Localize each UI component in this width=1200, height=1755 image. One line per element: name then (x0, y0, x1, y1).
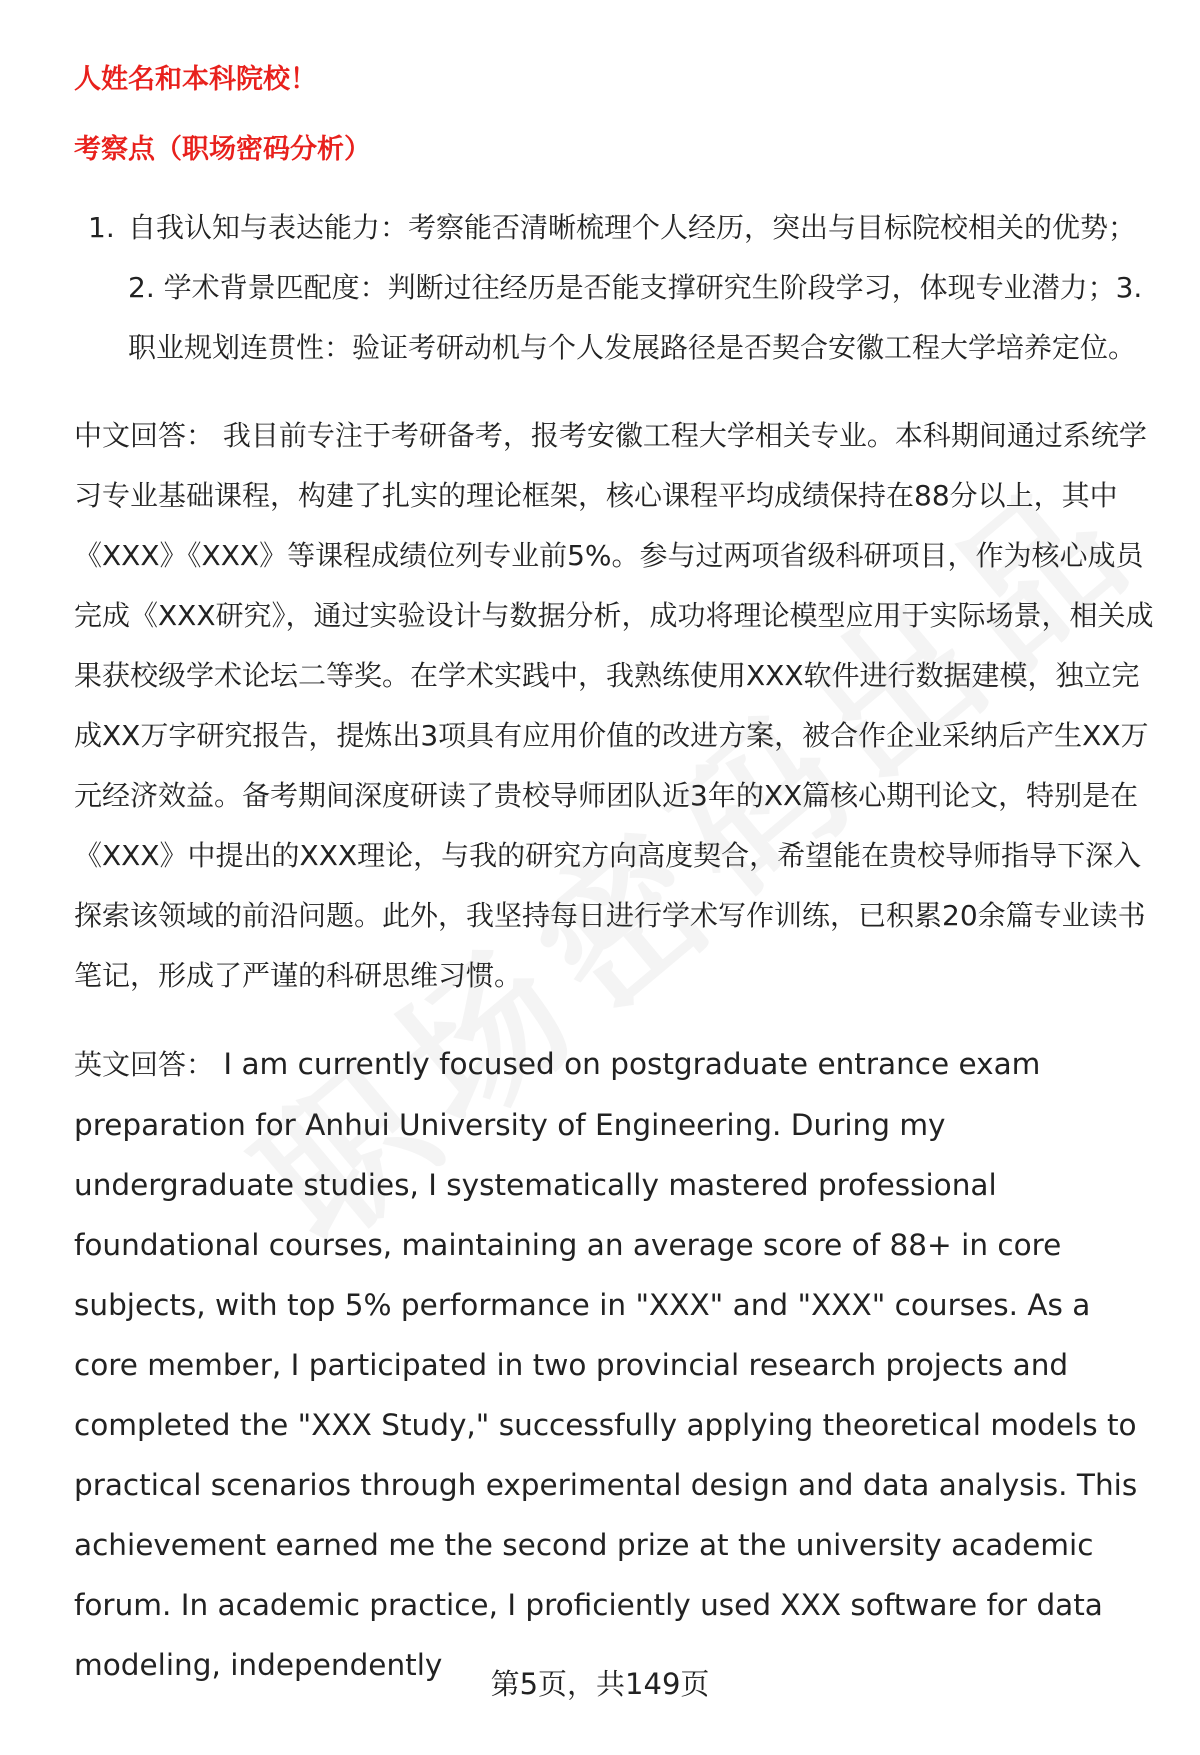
chinese-answer-label: 中文回答： (74, 419, 215, 452)
list-item-text: 自我认知与表达能力：考察能否清晰梳理个人经历，突出与目标院校相关的优势；2. 学术背景匹配度：判断过往经历是否能支撑研究生阶段学习，体现专业潜力；3. 职业规划连贯性：验证考研动机与个人发展路径是否契合安徽工程大学培养定位。 (128, 211, 1143, 364)
english-answer-paragraph (74, 1034, 1154, 1695)
english-answer-label: 英文回答： (74, 1048, 215, 1081)
analysis-list (74, 198, 1154, 378)
list-number: 1. (88, 211, 115, 244)
page-number-footer: 第5页，共149页 (490, 1667, 710, 1701)
english-answer-text: I am currently focused on postgraduate entrance exam preparation for Anhui University of Engineering. During my undergraduate studies, I systematically mastered professional foundational courses, maintaining an average score of 88+ in core subjects, with top 5% performance in "XXX" and "XXX" courses. As a core member, I participated in two provincial research projects and completed the "XXX Study," successfully applying theoretical models to practical scenarios through experimental design and data analysis. This achievement earned me the second prize at the university academic forum. In academic practice, I proficiently used XXX software for data modeling, independently (74, 1047, 1138, 1682)
section-heading-analysis: 考察点（职场密码分析） (74, 134, 371, 165)
page-content (74, 60, 1154, 1695)
chinese-answer-paragraph (74, 406, 1154, 1006)
chinese-answer-text: 我目前专注于考研备考，报考安徽工程大学相关专业。本科期间通过系统学习专业基础课程，构建了扎实的理论框架，核心课程平均成绩保持在88分以上，其中《XXX》《XXX》等课程成绩位列专业前5%。参与过两项省级科研项目，作为核心成员完成《XXX研究》，通过实验设计与数据分析，成功将理论模型应用于实际场景，相关成果获校级学术论坛二等奖。在学术实践中，我熟练使用XXX软件进行数据建模，独立完成XX万字研究报告，提炼出3项具有应用价值的改进方案，被合作企业采纳后产生XX万元经济效益。备考期间深度研读了贵校导师团队近3年的XX篇核心期刊论文，特别是在《XXX》中提出的XXX理论，与我的研究方向高度契合，希望能在贵校导师指导下深入探索该领域的前沿问题。此外，我坚持每日进行学术写作训练，已积累20余篇专业读书笔记，形成了严谨的科研思维习惯。 (74, 419, 1154, 992)
section-heading-intro: 人姓名和本科院校！ (74, 64, 317, 95)
